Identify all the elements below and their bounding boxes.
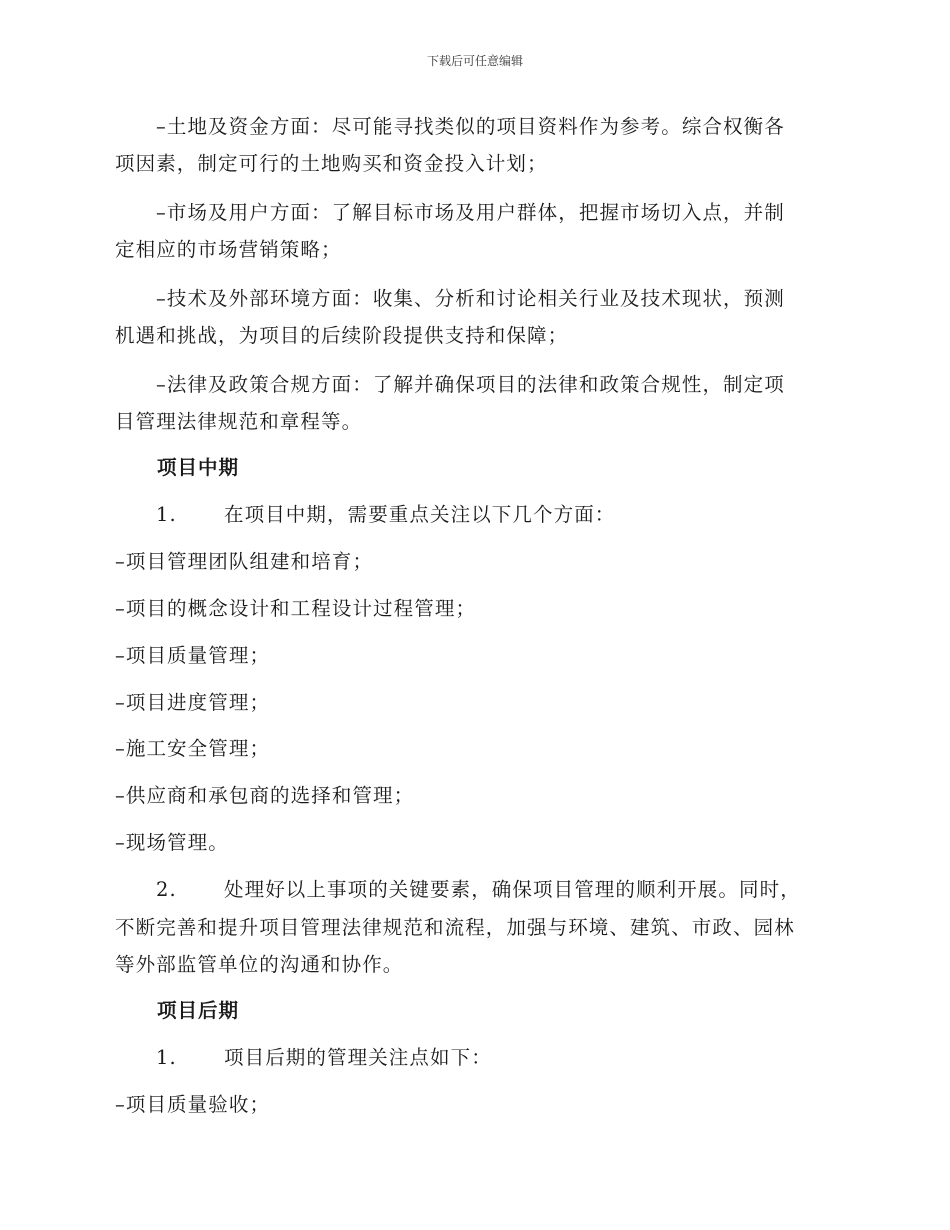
paragraph-tech-env-line1: –技术及外部环境方面：收集、分析和讨论相关行业及技术现状，预测 xyxy=(156,287,785,310)
late-bullet: –项目质量验收； xyxy=(115,1093,271,1116)
mid-bullet: –项目进度管理； xyxy=(115,691,271,714)
paragraph-legal-policy-line1: –法律及政策合规方面：了解并确保项目的法律和政策合规性，制定项 xyxy=(156,373,785,396)
paragraph-legal-policy-line2: 目管理法律规范和章程等。 xyxy=(115,410,363,433)
paragraph-tech-env-line2: 机遇和挑战，为项目的后续阶段提供支持和保障； xyxy=(115,324,569,347)
paragraph-land-funds-line2: 项因素，制定可行的土地购买和资金投入计划； xyxy=(115,152,548,175)
paragraph-market-users-line2: 定相应的市场营销策略； xyxy=(115,238,342,261)
late-item-1-number: 1. xyxy=(156,1046,177,1069)
mid-bullet: –项目的概念设计和工程设计过程管理； xyxy=(115,597,477,620)
mid-item-2-line3: 等外部监管单位的沟通和协作。 xyxy=(115,953,404,976)
mid-bullet: –供应商和承包商的选择和管理； xyxy=(115,784,415,807)
section-heading-mid: 项目中期 xyxy=(157,456,240,479)
mid-bullet: –项目质量管理； xyxy=(115,644,271,667)
late-item-1 xyxy=(115,1039,876,1077)
section-heading-late: 项目后期 xyxy=(157,999,240,1022)
mid-bullet: –现场管理。 xyxy=(115,831,229,854)
mid-item-2-line2: 不断完善和提升项目管理法律规范和流程，加强与环境、建筑、市政、园林 xyxy=(115,916,795,939)
mid-item-2-text: 处理好以上事项的关键要素，确保项目管理的顺利开展。同时， xyxy=(224,878,801,901)
mid-item-2-number: 2. xyxy=(156,878,177,901)
mid-bullet: –施工安全管理； xyxy=(115,737,271,760)
mid-item-1 xyxy=(115,496,876,534)
paragraph-land-funds-line1: –土地及资金方面：尽可能寻找类似的项目资料作为参考。综合权衡各 xyxy=(156,115,785,138)
mid-item-1-number: 1. xyxy=(156,503,177,526)
page-header: 下载后可任意编辑 xyxy=(426,54,523,68)
late-item-1-text: 项目后期的管理关注点如下： xyxy=(224,1046,492,1069)
paragraph-market-users-line1: –市场及用户方面：了解目标市场及用户群体，把握市场切入点，并制 xyxy=(156,201,785,224)
mid-item-2-line1 xyxy=(115,871,876,909)
mid-item-1-text: 在项目中期，需要重点关注以下几个方面： xyxy=(224,503,616,526)
mid-bullet: –项目管理团队组建和培育； xyxy=(115,550,374,573)
